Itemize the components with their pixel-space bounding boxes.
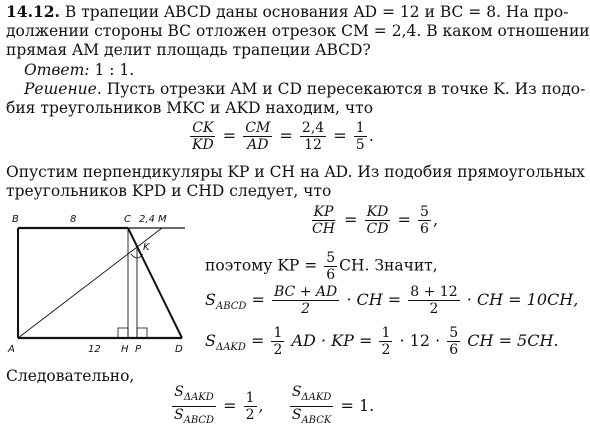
problem-line-3: прямая AM делит площадь трапеции ABCD?: [6, 41, 371, 59]
label-c: C: [124, 214, 131, 225]
right-angle-h: [118, 328, 128, 338]
solution-line-2: бия треугольников MKC и AKD находим, что: [6, 99, 374, 117]
conclusion-label: Следовательно,: [6, 367, 135, 385]
problem-line-1: [6, 2, 568, 22]
label-b: B: [12, 214, 19, 225]
line-am: [18, 228, 162, 338]
trapezoid-figure: [0, 200, 200, 360]
answer-label: Ответ:: [24, 61, 90, 79]
label-p: P: [135, 344, 142, 355]
solution-label: Решение.: [24, 80, 102, 98]
therefore-line: поэтому KP = $\frac{5}{6}$ CH. Значит,: [205, 250, 438, 283]
label-h: H: [121, 344, 129, 355]
label-ad-length: 12: [88, 344, 101, 355]
solution-line-3: Опустим перпендикуляры KP и CH на AD. Из подобия прямоугольных: [6, 163, 585, 181]
problem-line-2: должении стороны BC отложен отрезок CM = 2,4. В каком отношении: [6, 22, 590, 40]
side-cd: [128, 228, 182, 338]
label-cm-length: 2,4: [139, 214, 155, 225]
problem-text-1: В трапеции ABCD даны основания AD = 12 и BC = 8. На про-: [64, 3, 569, 21]
answer-line: [24, 60, 134, 80]
equation-ratio-ck-kd: $\frac{CK}{KD}$ = $\frac{CM}{AD}$ = $\frac{2,4}{12}$ = $\frac{1}{5}$ .: [192, 120, 374, 153]
label-d: D: [175, 344, 183, 355]
answer-value: 1 : 1.: [94, 61, 135, 79]
problem-number: 14.12.: [6, 2, 60, 21]
right-angle-p: [137, 328, 147, 338]
solution-line-4: треугольников KPD и CHD следует, что: [6, 182, 332, 200]
label-m: M: [158, 214, 167, 225]
equation-ratio-kp-ch: $\frac{KP}{CH}$ = $\frac{KD}{CD}$ = $\frac{5}{6}$ ,: [312, 204, 439, 237]
solution-text-1: Пусть отрезки AM и CD пересекаются в точке K. Из подо-: [106, 80, 586, 98]
solution-line-1: [24, 79, 585, 99]
equation-area-abcd: $S_{ABCD}$ = $\frac{BC + AD}{2}$ · CH = $\frac{8 + 12}{2}$ · CH = 10CH,: [205, 284, 579, 317]
equation-area-akd: $S_{\Delta AKD}$ = $\frac{1}{2}$ AD · KP = $\frac{1}{2}$ · 12 · $\frac{5}{6}$ CH = 5CH.: [205, 325, 559, 358]
label-a: A: [8, 344, 15, 355]
label-k: K: [143, 242, 150, 253]
label-bc-length: 8: [70, 214, 77, 225]
equation-final-ratio: $\frac{S_{\Delta AKD}}{S_{ABCD}}$ = $\frac{1}{2}$ , $\frac{S_{\Delta AKD}}{S_{ABCK}}$ = 1.: [174, 384, 375, 426]
